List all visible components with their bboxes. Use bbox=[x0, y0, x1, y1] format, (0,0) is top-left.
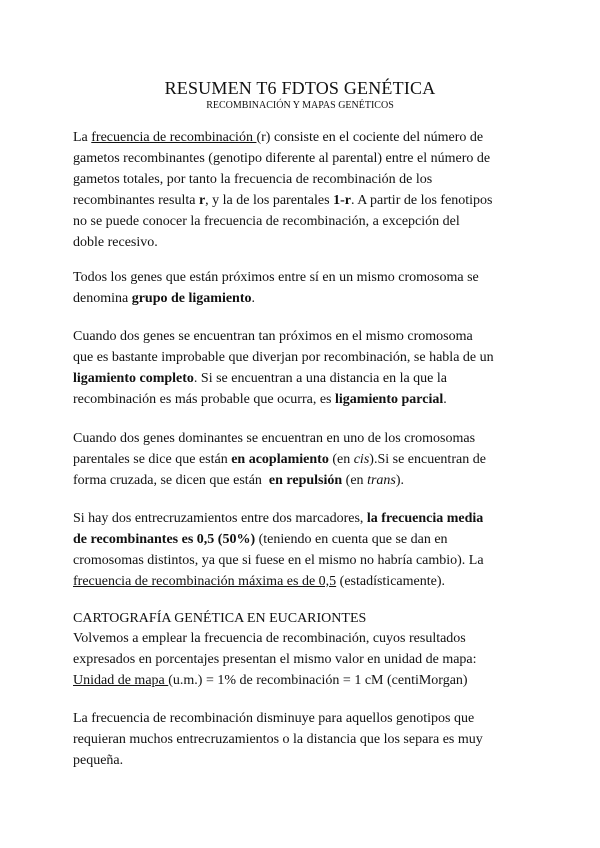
text: recombinantes resulta bbox=[73, 193, 199, 208]
term-frecuencia-maxima: frecuencia de recombinación máxima es de 0,5 bbox=[73, 574, 337, 589]
p3-line-1: Cuando dos genes se encuentran tan próximos en el mismo cromosoma bbox=[73, 329, 473, 344]
paragraph-entrecruzamientos bbox=[73, 508, 533, 592]
p6-line-3 bbox=[73, 670, 533, 691]
text: , y la de los parentales bbox=[205, 193, 334, 208]
p1-line-4 bbox=[73, 190, 533, 211]
paragraph-acoplamiento-repulsion bbox=[73, 428, 533, 491]
text: (r) consiste en el cociente del número de bbox=[256, 130, 484, 145]
text: (en bbox=[342, 473, 368, 488]
text: (teniendo en cuenta que se dan en bbox=[255, 532, 448, 547]
text: . A partir de los fenotipos bbox=[350, 193, 493, 208]
p5-line-4 bbox=[73, 571, 533, 592]
p4-line-1: Cuando dos genes dominantes se encuentran en uno de los cromosomas bbox=[73, 431, 476, 446]
paragraph-recombination-frequency bbox=[73, 127, 533, 253]
term-r: r bbox=[198, 193, 206, 208]
term-ligamiento-parcial: ligamiento parcial bbox=[335, 392, 444, 407]
p3-line-2: que es bastante improbable que diverjan por recombinación, se habla de un bbox=[73, 350, 494, 365]
text: . bbox=[251, 291, 255, 306]
text: (en bbox=[328, 452, 354, 467]
p3-line-4 bbox=[73, 389, 533, 410]
p1-line-6: doble recesivo. bbox=[73, 235, 158, 250]
p1-line-3: gametos totales, por tanto la frecuencia de recombinación de los bbox=[73, 172, 433, 187]
term-grupo-ligamiento: grupo de ligamiento bbox=[131, 291, 252, 306]
p1-line-2: gametos recombinantes (genotipo diferente al parental) entre el número de bbox=[73, 151, 491, 166]
p2-line-1: Todos los genes que están próximos entre sí en un mismo cromosoma se bbox=[73, 270, 479, 285]
text: . Si se encuentran a una distancia en la que la bbox=[193, 371, 447, 386]
p7-line-1: La frecuencia de recombinación disminuye para aquellos genotipos que bbox=[73, 711, 475, 726]
term-repulsion: en repulsión bbox=[268, 473, 343, 488]
document-subtitle: RECOMBINACIÓN Y MAPAS GENÉTICOS bbox=[206, 100, 394, 111]
p1-line-1 bbox=[73, 127, 533, 148]
p5-line-2 bbox=[73, 529, 533, 550]
term-1-r: 1-r bbox=[333, 193, 351, 208]
p5-line-3: cromosomas distintos, ya que si fuese en el mismo no habría cambio). La bbox=[73, 553, 484, 568]
p5-line-1 bbox=[73, 508, 533, 529]
text: denomina bbox=[73, 291, 132, 306]
p2-line-2 bbox=[73, 288, 533, 309]
text: ). bbox=[395, 473, 405, 488]
p4-line-3 bbox=[73, 470, 533, 491]
paragraph-unidad-mapa bbox=[73, 628, 533, 691]
term-acoplamiento: en acoplamiento bbox=[231, 452, 329, 467]
p4-line-2 bbox=[73, 449, 533, 470]
term-ligamiento-completo: ligamiento completo bbox=[73, 371, 194, 386]
term-unidad-mapa: Unidad de mapa bbox=[73, 673, 169, 688]
text: recombinación es más probable que ocurra, es bbox=[73, 392, 336, 407]
p7-line-2: requieran muchos entrecruzamientos o la distancia que los separa es muy bbox=[73, 732, 483, 747]
term-recombinantes-05: de recombinantes es 0,5 (50%) bbox=[73, 532, 256, 547]
p3-line-3 bbox=[73, 368, 533, 389]
text: La bbox=[73, 130, 92, 145]
document-title: RESUMEN T6 FDTOS GENÉTICA bbox=[164, 78, 436, 98]
paragraph-grupo-ligamiento bbox=[73, 267, 533, 309]
section-heading-cartografia: CARTOGRAFÍA GENÉTICA EN EUCARIONTES bbox=[73, 611, 367, 626]
term-frecuencia-recombinacion: frecuencia de recombinación bbox=[91, 130, 257, 145]
text: forma cruzada, se dicen que están bbox=[73, 473, 269, 488]
text: (u.m.) = 1% de recombinación = 1 cM (centiMorgan) bbox=[168, 673, 468, 688]
text: parentales se dice que están bbox=[73, 452, 232, 467]
term-trans: trans bbox=[367, 473, 396, 488]
term-cis: cis bbox=[353, 452, 370, 467]
paragraph-frecuencia-disminuye bbox=[73, 708, 533, 771]
p1-line-5: no se puede conocer la frecuencia de recombinación, a excepción del bbox=[73, 214, 460, 229]
term-frecuencia-media: la frecuencia media bbox=[366, 511, 484, 526]
text: ).Si se encuentran de bbox=[369, 452, 486, 467]
text: (estadísticamente). bbox=[336, 574, 445, 589]
text: Si hay dos entrecruzamientos entre dos marcadores, bbox=[73, 511, 367, 526]
paragraph-ligamiento bbox=[73, 326, 533, 410]
p6-line-2: expresados en porcentajes presentan el mismo valor en unidad de mapa: bbox=[73, 652, 477, 667]
text: . bbox=[443, 392, 447, 407]
p6-line-1: Volvemos a emplear la frecuencia de recombinación, cuyos resultados bbox=[73, 631, 466, 646]
p7-line-3: pequeña. bbox=[73, 753, 124, 768]
